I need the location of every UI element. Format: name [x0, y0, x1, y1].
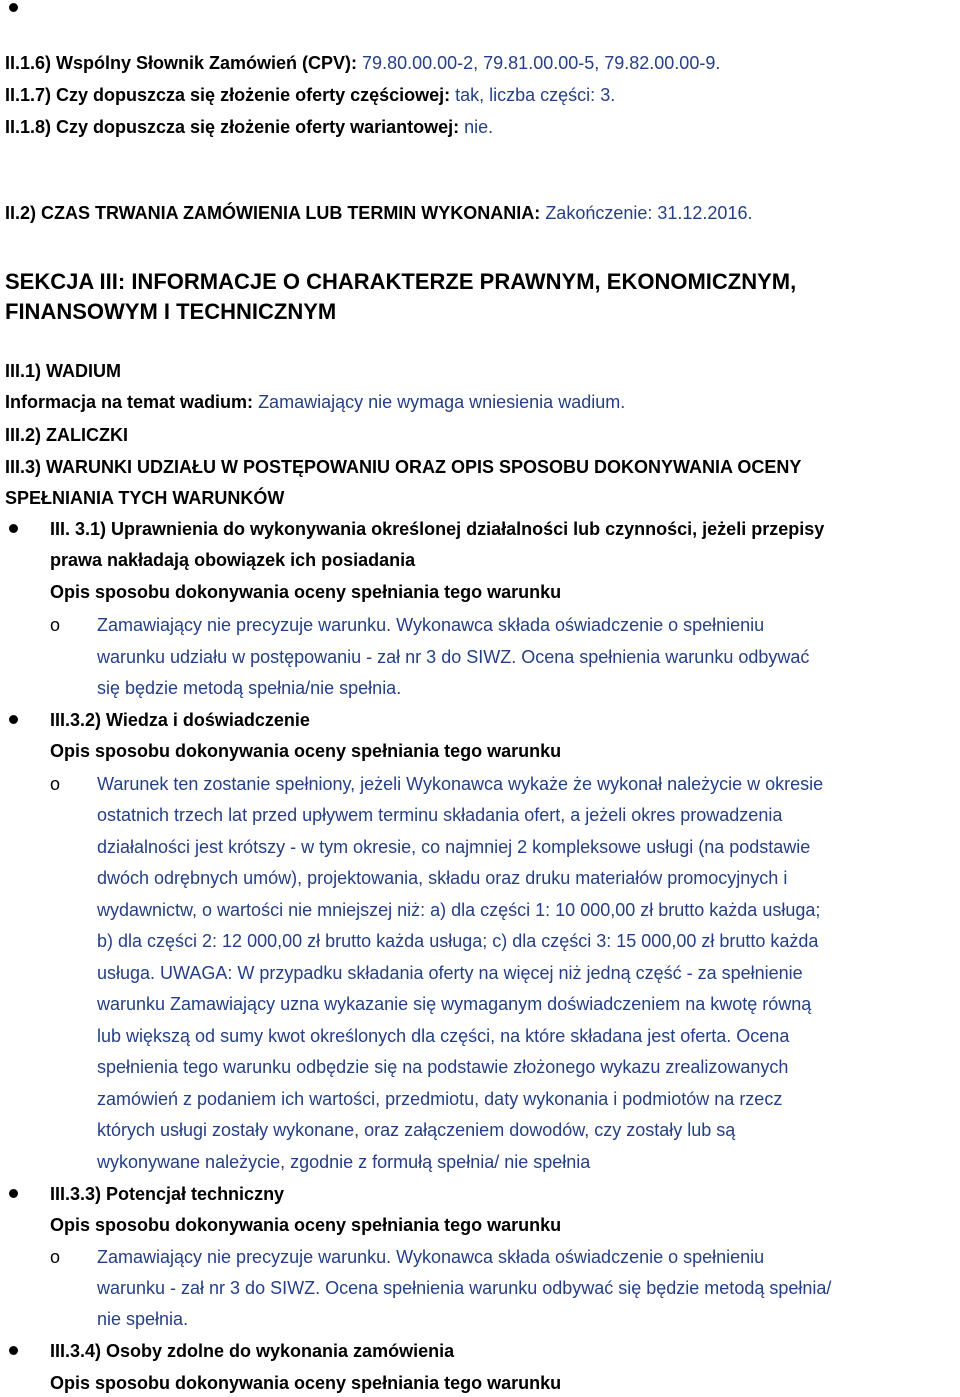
item-label: II.2) CZAS TRWANIA ZAMÓWIENIA LUB TERMIN WYKONANIA: — [5, 203, 541, 223]
condition-3-line: nie spełnia. — [97, 1309, 189, 1329]
condition-1-line: się będzie metodą spełnia/nie spełnia. — [97, 678, 402, 698]
warunki-heading-line1: III.3) WARUNKI UDZIAŁU W POSTĘPOWANIU ORAZ OPIS SPOSOBU DOKONYWANIA OCENY — [5, 457, 802, 477]
wadium-heading: III.1) WADIUM — [5, 361, 121, 381]
condition-3-line: Zamawiający nie precyzuje warunku. Wykonawca składa oświadczenie o spełnieniu — [97, 1247, 765, 1267]
wadium-value: Zamawiający nie wymaga wniesienia wadium. — [253, 392, 626, 412]
item-label: II.1.7) Czy dopuszcza się złożenie oferty częściowej: — [5, 85, 451, 105]
condition-2-line: warunku Zamawiający uzna wykazanie się wymaganym doświadczeniem na kwotę równą — [97, 994, 812, 1014]
item-ii-1-8 — [5, 116, 493, 138]
condition-4-opis: Opis sposobu dokonywania oceny spełniania tego warunku — [50, 1373, 562, 1393]
sub-bullet-icon: o — [50, 774, 61, 794]
warunki-heading-line2: SPEŁNIANIA TYCH WARUNKÓW — [5, 488, 285, 508]
condition-3-line: warunku - zał nr 3 do SIWZ. Ocena spełnienia warunku odbywać się będzie metodą spełnia/ — [97, 1278, 832, 1298]
item-ii-2 — [5, 202, 752, 224]
condition-2-line: działalności jest krótszy - w tym okresie, co najmniej 2 kompleksowe usługi (na podstawie — [97, 837, 811, 857]
wadium-info — [5, 391, 625, 413]
condition-2-title: III.3.2) Wiedza i doświadczenie — [50, 710, 310, 730]
bullet-icon — [9, 1346, 18, 1355]
condition-2-line: wydawnictw, o wartości nie mniejszej niż: a) dla części 1: 10 000,00 zł brutto każda usługa; — [97, 900, 821, 920]
wadium-label: Informacja na temat wadium: — [5, 392, 254, 412]
condition-1-title-line1: III. 3.1) Uprawnienia do wykonywania określonej działalności lub czynności, jeżeli przepisy — [50, 519, 825, 539]
sub-bullet-icon: o — [50, 615, 61, 635]
condition-3-opis: Opis sposobu dokonywania oceny spełniania tego warunku — [50, 1215, 562, 1235]
condition-2-line: Warunek ten zostanie spełniony, jeżeli Wykonawca wykaże że wykonał należycie w okresie — [97, 774, 824, 794]
condition-2-line: b) dla części 2: 12 000,00 zł brutto każda usługa; c) dla części 3: 15 000,00 zł brutto każda — [97, 931, 819, 951]
item-ii-1-6 — [5, 52, 720, 74]
bullet-icon — [9, 524, 18, 533]
condition-2-line: usługa. UWAGA: W przypadku składania oferty na więcej niż jedną część - za spełnienie — [97, 963, 803, 983]
bullet-icon — [9, 715, 18, 724]
condition-2-line: wykonywane należycie, zgodnie z formułą spełnia/ nie spełnia — [97, 1152, 591, 1172]
condition-4-title: III.3.4) Osoby zdolne do wykonania zamówienia — [50, 1341, 455, 1361]
item-value: nie. — [459, 117, 494, 137]
item-value: 79.80.00.00-2, 79.81.00.00-5, 79.82.00.00-9. — [357, 53, 721, 73]
item-value: Zakończenie: 31.12.2016. — [540, 203, 753, 223]
section-title-line2: FINANSOWYM I TECHNICZNYM — [5, 299, 337, 324]
condition-2-opis: Opis sposobu dokonywania oceny spełniania tego warunku — [50, 741, 562, 761]
bullet-icon — [9, 1189, 18, 1198]
item-label: II.1.6) Wspólny Słownik Zamówień (CPV): — [5, 53, 358, 73]
zaliczki-heading: III.2) ZALICZKI — [5, 425, 128, 445]
item-ii-1-7 — [5, 84, 615, 106]
bullet-icon — [9, 3, 18, 12]
condition-2-line: dwóch odrębnych umów), projektowania, składu oraz druku materiałów promocyjnych i — [97, 868, 788, 888]
item-value: tak, liczba części: 3. — [450, 85, 616, 105]
condition-1-line: warunku udziału w postępowaniu - zał nr 3 do SIWZ. Ocena spełnienia warunku odbywać — [97, 647, 810, 667]
condition-2-line: lub większą od sumy kwot określonych dla części, na które składana jest oferta. Ocena — [97, 1026, 790, 1046]
condition-3-title: III.3.3) Potencjał techniczny — [50, 1184, 285, 1204]
condition-2-line: ostatnich trzech lat przed upływem terminu składania ofert, a jeżeli okres prowadzenia — [97, 805, 783, 825]
condition-2-line: zamówień z podaniem ich wartości, przedmiotu, daty wykonania i podmiotów na rzecz — [97, 1089, 783, 1109]
item-label: II.1.8) Czy dopuszcza się złożenie oferty wariantowej: — [5, 117, 460, 137]
condition-1-line: Zamawiający nie precyzuje warunku. Wykonawca składa oświadczenie o spełnieniu — [97, 615, 765, 635]
condition-1-opis: Opis sposobu dokonywania oceny spełniania tego warunku — [50, 582, 562, 602]
sub-bullet-icon: o — [50, 1247, 61, 1267]
section-title-line1: SEKCJA III: INFORMACJE O CHARAKTERZE PRAWNYM, EKONOMICZNYM, — [5, 269, 797, 294]
condition-2-line: których usługi zostały wykonane, oraz załączeniem dowodów, czy zostały lub są — [97, 1120, 736, 1140]
condition-1-title-line2: prawa nakładają obowiązek ich posiadania — [50, 550, 416, 570]
condition-2-line: spełnienia tego warunku odbędzie się na podstawie złożonego wykazu zrealizowanych — [97, 1057, 789, 1077]
